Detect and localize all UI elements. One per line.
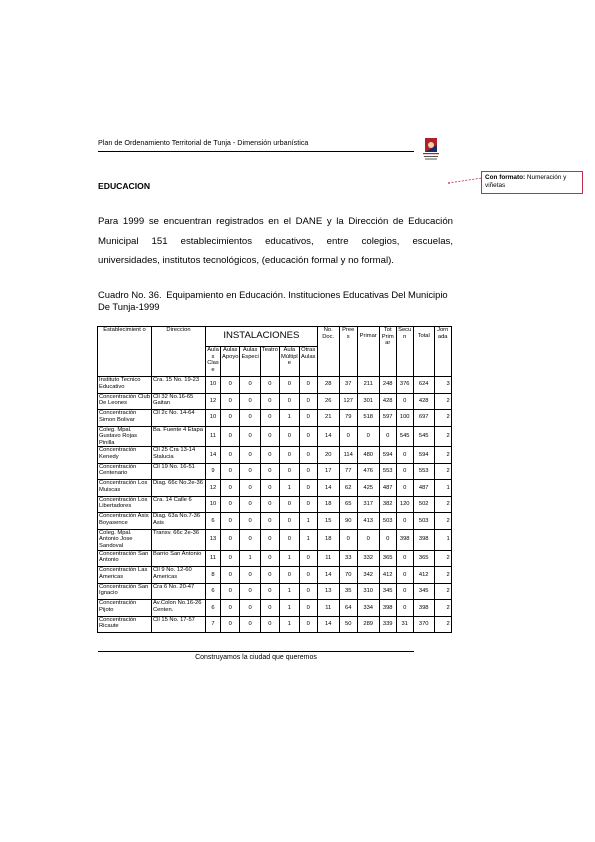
cell-aula-multiple: 1 [279,600,299,617]
cell-primar: 413 [357,513,379,530]
cell-aulas-clase: 10 [206,377,221,394]
cell-no-doc: 28 [317,377,339,394]
education-equipment-table [97,326,452,633]
cell-establecimiento: Concentración Los Muiscas [98,480,152,497]
comment-bold-label: Con formato: [485,174,526,181]
cell-teatro: 0 [260,377,279,394]
cell-total: 697 [413,410,434,427]
cell-prees: 0 [339,529,357,550]
table-row [98,567,452,584]
table-row [98,600,452,617]
cell-primar: 518 [357,410,379,427]
cell-aulas-apoyo: 0 [221,447,240,464]
cell-tot-prim: 412 [379,567,396,584]
table-row [98,377,452,394]
cell-prees: 90 [339,513,357,530]
cell-aulas-apoyo: 0 [221,583,240,600]
cell-prees: 0 [339,426,357,447]
cell-prees: 37 [339,377,357,394]
header-teatro: Teatro [260,347,279,377]
cell-aula-multiple: 0 [279,567,299,584]
cell-aula-multiple: 0 [279,377,299,394]
cell-teatro: 0 [260,393,279,410]
cell-aula-multiple: 0 [279,426,299,447]
cell-aulas-especi: 0 [240,463,260,480]
comment-connector-line [448,177,482,185]
cell-direccion: Cll 15 No. 17-57 [152,616,206,633]
cell-aulas-apoyo: 0 [221,600,240,617]
cell-otras-aulas: 0 [299,583,317,600]
cell-secun: 0 [396,447,413,464]
cell-otras-aulas: 0 [299,496,317,513]
cell-teatro: 0 [260,410,279,427]
cell-secun: 398 [396,529,413,550]
cell-secun: 0 [396,513,413,530]
cell-aulas-apoyo: 0 [221,567,240,584]
cell-aulas-clase: 6 [206,583,221,600]
header-secun: Secu n [396,327,413,377]
municipal-logo [420,136,442,162]
header-establecimiento: Establecimient o [98,327,152,377]
cell-aulas-apoyo: 0 [221,529,240,550]
comment-text: Numeración y viñetas [485,174,567,189]
cell-no-doc: 14 [317,567,339,584]
cell-establecimiento: Concentración Club De Leones [98,393,152,410]
table-row [98,529,452,550]
cell-aulas-clase: 10 [206,410,221,427]
cell-secun: 0 [396,393,413,410]
cell-no-doc: 20 [317,447,339,464]
cell-tot-prim: 248 [379,377,396,394]
cell-primar: 289 [357,616,379,633]
intro-paragraph: Para 1999 se encuentran registrados en el DANE y la Dirección de Educación Municipal 151 establecimientos educativos, entre colegios, escuelas, universidades, institutos tecnológicos, (educación formal y no formal). [98,216,453,266]
table-row [98,550,452,567]
cell-no-doc: 26 [317,393,339,410]
cell-establecimiento: Instituto Tecnico Educativo [98,377,152,394]
cell-total: 398 [413,600,434,617]
cell-prees: 65 [339,496,357,513]
cell-aulas-especi: 0 [240,426,260,447]
cell-aulas-apoyo: 0 [221,616,240,633]
cell-primar: 334 [357,600,379,617]
cell-establecimiento: Coleg. Mpal. Antonio Jose Sandoval [98,529,152,550]
format-comment-balloon[interactable] [481,171,583,194]
cell-establecimiento: Concentración San Antonio [98,550,152,567]
cell-primar: 0 [357,529,379,550]
cell-tot-prim: 594 [379,447,396,464]
cell-tot-prim: 597 [379,410,396,427]
cell-prees: 77 [339,463,357,480]
cell-secun: 0 [396,480,413,497]
cell-no-doc: 14 [317,426,339,447]
cell-establecimiento: Concentración Kenedy [98,447,152,464]
cell-aulas-apoyo: 0 [221,410,240,427]
cell-aulas-especi: 0 [240,513,260,530]
cell-aulas-especi: 0 [240,393,260,410]
cell-establecimiento: Concentración Pijoto [98,600,152,617]
cell-secun: 100 [396,410,413,427]
cell-primar: 301 [357,393,379,410]
cell-aulas-clase: 6 [206,513,221,530]
cell-teatro: 0 [260,426,279,447]
table-row [98,480,452,497]
header-instalaciones: INSTALACIONES [206,327,318,347]
cell-teatro: 0 [260,600,279,617]
cell-aulas-apoyo: 0 [221,426,240,447]
footer-rule [98,651,414,652]
cell-aulas-clase: 12 [206,480,221,497]
table-row [98,447,452,464]
section-heading: EDUCACION [98,181,151,191]
cell-no-doc: 18 [317,496,339,513]
cell-aula-multiple: 0 [279,496,299,513]
cell-jornada: 2 [434,426,451,447]
cell-prees: 33 [339,550,357,567]
cell-direccion: Av.Colon No.16-26 Centen. [152,600,206,617]
cell-prees: 62 [339,480,357,497]
cell-establecimiento: Concentración San Ignacio [98,583,152,600]
header-no-doc: No. Doc. [317,327,339,377]
cell-establecimiento: Concentración Centenario [98,463,152,480]
cell-aulas-especi: 1 [240,550,260,567]
cell-primar: 310 [357,583,379,600]
cell-jornada: 2 [434,583,451,600]
cell-aulas-especi: 0 [240,583,260,600]
cell-teatro: 0 [260,447,279,464]
cell-prees: 70 [339,567,357,584]
cell-aula-multiple: 0 [279,529,299,550]
cell-direccion: Cra. 14 Calle 6 [152,496,206,513]
table-row [98,583,452,600]
cell-tot-prim: 503 [379,513,396,530]
cell-total: 398 [413,529,434,550]
cell-primar: 332 [357,550,379,567]
cell-secun: 0 [396,567,413,584]
cell-aula-multiple: 1 [279,480,299,497]
cell-aulas-clase: 8 [206,567,221,584]
header-direccion: Direccion [152,327,206,377]
cell-aulas-apoyo: 0 [221,393,240,410]
cell-tot-prim: 0 [379,426,396,447]
cell-total: 428 [413,393,434,410]
cell-aulas-apoyo: 0 [221,550,240,567]
cell-no-doc: 17 [317,463,339,480]
cell-aulas-especi: 0 [240,567,260,584]
cell-secun: 545 [396,426,413,447]
cell-prees: 127 [339,393,357,410]
table-row [98,410,452,427]
header-aula-multiple: Aula Múltipl e [279,347,299,377]
cell-direccion: Cll 32 No.16-65 Gaitan [152,393,206,410]
header-total: Total [413,327,434,377]
cell-direccion: Cra. 15 No. 19-23 [152,377,206,394]
cell-aulas-especi: 0 [240,496,260,513]
cell-jornada: 2 [434,410,451,427]
header-rule [98,151,414,152]
cell-aulas-clase: 9 [206,463,221,480]
cell-teatro: 0 [260,583,279,600]
cell-primar: 480 [357,447,379,464]
cell-aulas-apoyo: 0 [221,496,240,513]
cell-direccion: Cll 19 No. 16-51 [152,463,206,480]
cell-otras-aulas: 0 [299,410,317,427]
cell-teatro: 0 [260,529,279,550]
cell-establecimiento: Concentración Los Libertadores [98,496,152,513]
cell-no-doc: 14 [317,616,339,633]
cell-aulas-especi: 0 [240,377,260,394]
cell-total: 345 [413,583,434,600]
cell-aulas-clase: 10 [206,496,221,513]
cell-secun: 0 [396,463,413,480]
cell-teatro: 0 [260,567,279,584]
cell-total: 545 [413,426,434,447]
cell-establecimiento: Concentración Asis Boyasence [98,513,152,530]
cell-total: 503 [413,513,434,530]
cell-jornada: 2 [434,496,451,513]
cell-jornada: 2 [434,616,451,633]
header-tot-prim: Tot Prim ar [379,327,396,377]
cell-jornada: 2 [434,567,451,584]
cell-no-doc: 11 [317,600,339,617]
cell-total: 365 [413,550,434,567]
header-jornada: Jorn ada [434,327,451,377]
page-header-title: Plan de Ordenamiento Territorial de Tunja - Dimensión urbanística [98,138,309,147]
cell-direccion: Ba. Fuente 4 Etapa [152,426,206,447]
cell-no-doc: 18 [317,529,339,550]
cell-no-doc: 13 [317,583,339,600]
cell-otras-aulas: 1 [299,513,317,530]
cell-tot-prim: 487 [379,480,396,497]
cell-otras-aulas: 0 [299,567,317,584]
cell-prees: 79 [339,410,357,427]
table-row [98,463,452,480]
cell-aula-multiple: 0 [279,393,299,410]
cell-establecimiento: Coleg. Mpal. Gustavo Rojas Pinilla [98,426,152,447]
cell-aulas-clase: 13 [206,529,221,550]
header-primar: Primar [357,327,379,377]
cell-secun: 0 [396,583,413,600]
table-row [98,496,452,513]
cell-total: 594 [413,447,434,464]
cell-jornada: 1 [434,480,451,497]
cell-tot-prim: 428 [379,393,396,410]
cell-direccion: Diag. 66c No.2e-36 [152,480,206,497]
cell-primar: 425 [357,480,379,497]
cell-no-doc: 15 [317,513,339,530]
cell-direccion: Cll 2c No. 14-64 [152,410,206,427]
cell-jornada: 2 [434,550,451,567]
cell-prees: 50 [339,616,357,633]
cell-teatro: 0 [260,463,279,480]
cell-aulas-especi: 0 [240,410,260,427]
cell-teatro: 0 [260,480,279,497]
cell-tot-prim: 398 [379,600,396,617]
cell-secun: 376 [396,377,413,394]
cell-tot-prim: 382 [379,496,396,513]
cell-aula-multiple: 0 [279,463,299,480]
caption-number: Cuadro No. 36. [98,289,162,300]
cell-aula-multiple: 0 [279,513,299,530]
header-aulas-clase: Aula s Clas e [206,347,221,377]
cell-aulas-especi: 0 [240,529,260,550]
cell-jornada: 2 [434,447,451,464]
cell-aula-multiple: 1 [279,616,299,633]
cell-jornada: 2 [434,513,451,530]
cell-aulas-especi: 0 [240,447,260,464]
cell-otras-aulas: 0 [299,463,317,480]
cell-aulas-clase: 14 [206,447,221,464]
cell-otras-aulas: 0 [299,616,317,633]
table-caption [98,289,462,312]
cell-aulas-clase: 12 [206,393,221,410]
cell-secun: 0 [396,550,413,567]
cell-teatro: 0 [260,550,279,567]
cell-total: 412 [413,567,434,584]
footer-text: Construyamos la ciudad que queremos [195,654,317,661]
cell-aula-multiple: 1 [279,583,299,600]
cell-otras-aulas: 0 [299,600,317,617]
cell-no-doc: 11 [317,550,339,567]
header-aulas-apoyo: Aulas Apoyo [221,347,240,377]
cell-direccion: Cll 9 No. 12-60 Americas [152,567,206,584]
cell-aulas-apoyo: 0 [221,513,240,530]
caption-text: Equipamiento en Educación. Instituciones Educativas Del Municipio De Tunja-1999 [98,289,448,312]
cell-aulas-clase: 11 [206,550,221,567]
cell-teatro: 0 [260,616,279,633]
cell-otras-aulas: 0 [299,480,317,497]
cell-otras-aulas: 0 [299,393,317,410]
cell-aulas-apoyo: 0 [221,480,240,497]
cell-primar: 476 [357,463,379,480]
cell-primar: 317 [357,496,379,513]
header-aulas-especi: Aulas Especi [240,347,260,377]
cell-direccion: Barrio San Antonio [152,550,206,567]
cell-secun: 0 [396,600,413,617]
header-prees: Pree s [339,327,357,377]
cell-total: 502 [413,496,434,513]
cell-otras-aulas: 0 [299,447,317,464]
cell-aula-multiple: 0 [279,447,299,464]
cell-direccion: Cra 6 No. 20-47 [152,583,206,600]
cell-aulas-apoyo: 0 [221,463,240,480]
cell-direccion: Diag. 63a No.7-36 Asis [152,513,206,530]
cell-primar: 0 [357,426,379,447]
cell-tot-prim: 365 [379,550,396,567]
cell-jornada: 1 [434,529,451,550]
cell-jornada: 3 [434,377,451,394]
cell-otras-aulas: 1 [299,529,317,550]
cell-secun: 31 [396,616,413,633]
header-otras-aulas: Otras Aulas [299,347,317,377]
cell-secun: 120 [396,496,413,513]
cell-establecimiento: Concentración Las Americas [98,567,152,584]
cell-teatro: 0 [260,513,279,530]
cell-no-doc: 21 [317,410,339,427]
cell-aula-multiple: 1 [279,410,299,427]
cell-aulas-especi: 0 [240,600,260,617]
cell-otras-aulas: 0 [299,377,317,394]
cell-total: 553 [413,463,434,480]
cell-otras-aulas: 0 [299,426,317,447]
table-row [98,616,452,633]
table-row [98,393,452,410]
cell-tot-prim: 339 [379,616,396,633]
table-body [98,377,452,633]
table-row [98,513,452,530]
cell-prees: 114 [339,447,357,464]
cell-aulas-clase: 11 [206,426,221,447]
cell-aulas-clase: 6 [206,600,221,617]
cell-teatro: 0 [260,496,279,513]
cell-primar: 342 [357,567,379,584]
cell-direccion: Cll 25 Cra 13-14 Stalucia [152,447,206,464]
cell-prees: 35 [339,583,357,600]
cell-primar: 211 [357,377,379,394]
table-row [98,426,452,447]
cell-jornada: 2 [434,393,451,410]
cell-aulas-especi: 0 [240,616,260,633]
cell-total: 370 [413,616,434,633]
cell-aulas-especi: 0 [240,480,260,497]
cell-tot-prim: 553 [379,463,396,480]
cell-total: 487 [413,480,434,497]
cell-establecimiento: Concentración Simon Bolivar [98,410,152,427]
cell-aulas-apoyo: 0 [221,377,240,394]
cell-jornada: 2 [434,600,451,617]
cell-tot-prim: 345 [379,583,396,600]
cell-aula-multiple: 1 [279,550,299,567]
cell-aulas-clase: 7 [206,616,221,633]
cell-establecimiento: Concentración Ricaute [98,616,152,633]
cell-otras-aulas: 0 [299,550,317,567]
cell-jornada: 2 [434,463,451,480]
cell-tot-prim: 0 [379,529,396,550]
cell-prees: 64 [339,600,357,617]
cell-no-doc: 14 [317,480,339,497]
cell-direccion: Transv. 66c 2e-36 [152,529,206,550]
cell-total: 624 [413,377,434,394]
